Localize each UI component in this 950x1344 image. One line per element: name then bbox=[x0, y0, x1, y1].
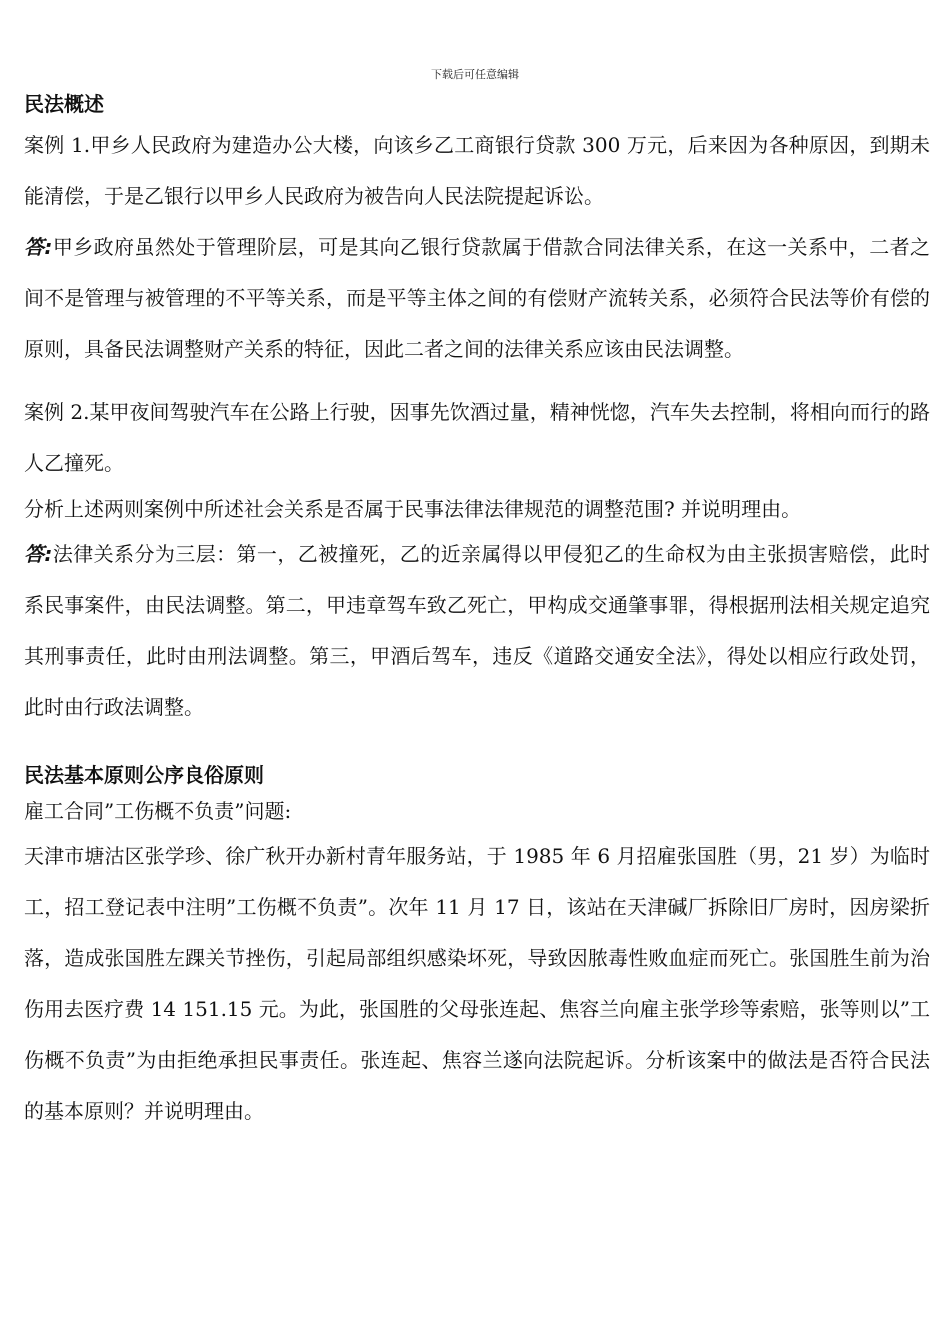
answer-1-text: 甲乡政府虽然处于管理阶层，可是其向乙银行贷款属于借款合同法律关系，在这一关系中，二者之间不是管理与被管理的不平等关系，而是平等主体之间的有偿财产流转关系，必须符合民法等价有偿的原则，具备民法调整财产关系的特征，因此二者之间的法律关系应该由民法调整。 bbox=[24, 235, 931, 361]
answer-label: 答: bbox=[24, 235, 53, 259]
answer-2-paragraph bbox=[24, 529, 930, 733]
document-body bbox=[24, 88, 930, 1137]
case-subtitle: 雇工合同”工伤概不负责”问题: bbox=[24, 799, 292, 823]
answer-label: 答: bbox=[24, 542, 53, 566]
case-body-paragraph: 天津市塘沽区张学珍、徐广秋开办新村青年服务站，于 1985 年 6 月招雇张国胜（男，21 岁）为临时工，招工登记表中注明”工伤概不负责”。次年 11 月 17 日，该站在天津碱厂拆除旧厂房时，因房梁折落，造成张国胜左踝关节挫伤，引起局部组织感染坏死，导致因脓毒性败血症而死亡。张国胜生前为治伤用去医疗费 14 151.15 元。为此，张国胜的父母张连起、焦容兰向雇主张学珍等索赔，张等则以”工伤概不负责”为由拒绝承担民事责任。张连起、焦容兰遂向法院起诉。分析该案中的做法是否符合民法的基本原则？并说明理由。 bbox=[24, 844, 930, 1123]
question-paragraph: 分析上述两则案例中所述社会关系是否属于民事法律法律规范的调整范围? 并说明理由。 bbox=[24, 497, 802, 521]
case-1-paragraph: 案例 1.甲乡人民政府为建造办公大楼，向该乡乙工商银行贷款 300 万元，后来因为各种原因，到期未能清偿，于是乙银行以甲乡人民政府为被告向人民法院提起诉讼。 bbox=[24, 133, 930, 208]
answer-1-paragraph bbox=[24, 222, 930, 375]
case-2-paragraph: 案例 2.某甲夜间驾驶汽车在公路上行驶，因事先饮酒过量，精神恍惚，汽车失去控制，将相向而行的路人乙撞死。 bbox=[24, 400, 930, 475]
section-title-civil-law-overview: 民法概述 bbox=[24, 92, 104, 116]
section-title-public-order-principle: 民法基本原则公序良俗原则 bbox=[24, 763, 264, 787]
answer-2-text: 法律关系分为三层：第一，乙被撞死，乙的近亲属得以甲侵犯乙的生命权为由主张损害赔偿，此时系民事案件，由民法调整。第二，甲违章驾车致乙死亡，甲构成交通肇事罪，得根据刑法相关规定追究其刑事责任，此时由刑法调整。第三，甲酒后驾车，违反《道路交通安全法》，得处以相应行政处罚，此时由行政法调整。 bbox=[24, 542, 931, 719]
header-note: 下载后可任意编辑 bbox=[431, 68, 519, 81]
